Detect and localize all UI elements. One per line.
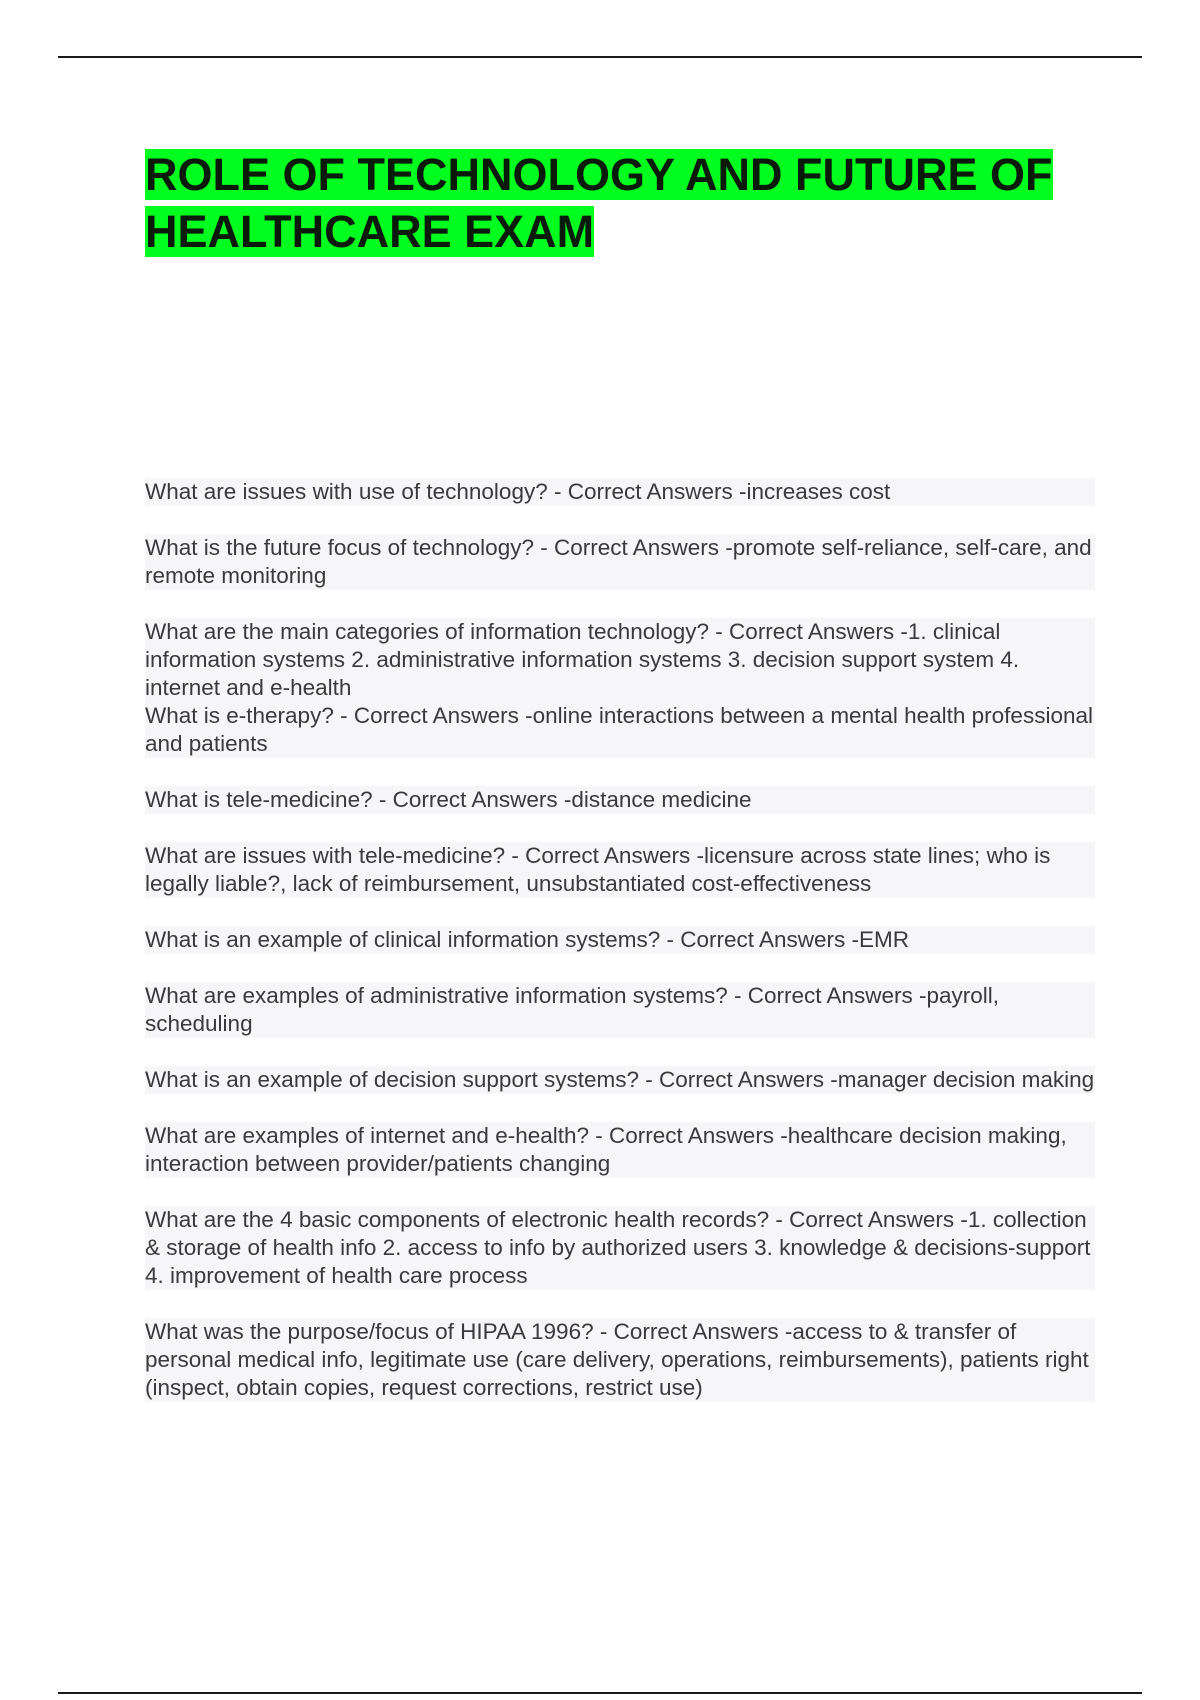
qa-item: What is an example of decision support systems? - Correct Answers -manager decision making (145, 1067, 1095, 1092)
qa-item: What are the main categories of information technology? - Correct Answers -1. clinical information systems 2. administrative information systems 3. decision support system 4. internet and e-health (145, 618, 1095, 702)
qa-item: What are examples of internet and e-health? - Correct Answers -healthcare decision making, interaction between provider/patients changing (145, 1122, 1095, 1178)
qa-item: What is tele-medicine? - Correct Answers -distance medicine (145, 786, 1095, 814)
qa-item: What are issues with use of technology? - Correct Answers -increases cost (145, 478, 1095, 506)
qa-item: What is the future focus of technology? - Correct Answers -promote self-reliance, self-care, and remote monitoring (145, 534, 1095, 590)
document-title (145, 146, 1105, 260)
qa-item: What are examples of administrative information systems? - Correct Answers -payroll, scheduling (145, 982, 1095, 1038)
header-rule (58, 56, 1142, 58)
footer-rule (58, 1692, 1142, 1694)
qa-item: What are issues with tele-medicine? - Correct Answers -licensure across state lines; who is legally liable?, lack of reimbursement, unsubstantiated cost-effectiveness (145, 842, 1095, 898)
qa-list (145, 478, 1095, 1430)
title-highlight: ROLE OF TECHNOLOGY AND FUTURE OF HEALTHCARE EXAM (145, 149, 1053, 257)
qa-item: What is an example of clinical information systems? - Correct Answers -EMR (145, 926, 1095, 954)
qa-item: What was the purpose/focus of HIPAA 1996? - Correct Answers -access to & transfer of personal medical info, legitimate use (care delivery, operations, reimbursements), patients right (inspect, obtain copies, request corrections, restrict use) (145, 1318, 1095, 1402)
qa-item: What is e-therapy? - Correct Answers -online interactions between a mental health professional and patients (145, 702, 1095, 758)
qa-item: What are the 4 basic components of electronic health records? - Correct Answers -1. collection & storage of health info 2. access to info by authorized users 3. knowledge & decisions-support 4. improvement of health care process (145, 1206, 1095, 1290)
